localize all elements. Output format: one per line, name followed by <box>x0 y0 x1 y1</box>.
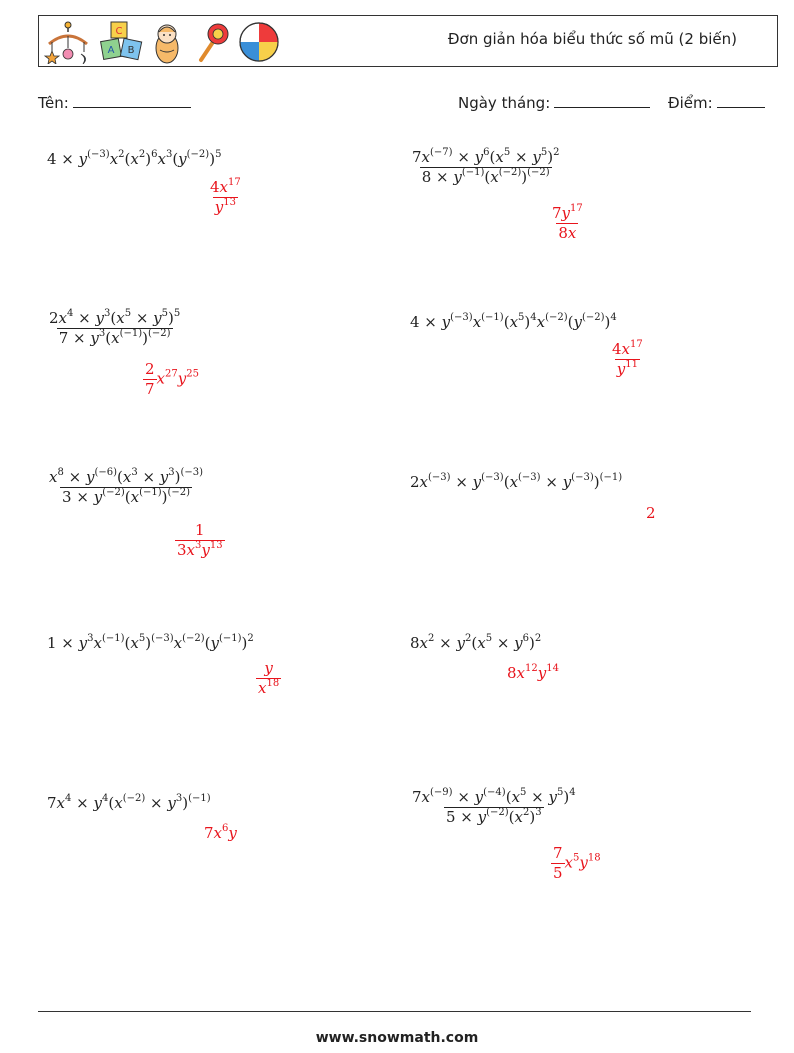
problem-9: $7x^4 \times y^4(x^{(-2)} \times y^3)^{(-1)}$ <box>47 793 211 812</box>
problem-2: $\frac{7x^{(-7)} \times y^6(x^5 \times y^5)^2}{8 \times y^{(-1)}(x^{(-2)})^{(-2)}}$ <box>412 147 560 186</box>
name-field <box>38 92 191 112</box>
problem-1: $4 \times y^{(-3)}x^2(x^2)^6x^3(y^{(-2)})^5$ <box>47 149 222 168</box>
date-field <box>458 92 650 112</box>
date-blank[interactable] <box>554 92 650 108</box>
problem-3: $\frac{2x^4 \times y^3(x^5 \times y^5)^5}{7 \times y^3(x^{(-1)})^{(-2)}}$ <box>49 308 181 347</box>
problem-10: $\frac{7x^{(-9)} \times y^{(-4)}(x^5 \times y^5)^4}{5 \times y^{(-2)}(x^2)^3}$ <box>412 787 576 826</box>
beach-ball-icon <box>237 20 281 64</box>
worksheet-header <box>38 15 778 67</box>
problem-7: $1 \times y^3x^{(-1)}(x^5)^{(-3)}x^{(-2)}(y^{(-1)})^2$ <box>47 633 254 652</box>
answer-10: $\frac{7}{5}$ $x^5y^{18}$ <box>553 844 601 882</box>
answer-9: $7x^6y$ <box>204 823 237 842</box>
score-label: Điểm: <box>668 94 713 112</box>
answer-3: $\frac{2}{7}$ $x^{27}y^{25}$ <box>145 360 199 398</box>
answer-5: $\frac{1}{3x^3y^{13}}$ <box>177 521 223 559</box>
header-icons <box>43 20 281 64</box>
problem-8: $8x^2 \times y^2(x^5 \times y^6)^2$ <box>410 633 542 652</box>
score-blank[interactable] <box>717 92 765 108</box>
answer-8: $8x^{12}y^{14}$ <box>507 663 559 682</box>
name-blank[interactable] <box>73 92 191 108</box>
answer-2: $\frac{7y^{17}}{8x}$ <box>552 203 583 242</box>
swaddled-baby-icon <box>149 20 185 64</box>
answer-6: 2 <box>646 504 656 522</box>
score-field <box>668 92 765 112</box>
svg-text:A: A <box>107 45 115 56</box>
footer-site: www.snowmath.com <box>315 1030 479 1046</box>
answer-1: $\frac{4x^{17}}{y^{13}}$ <box>210 177 241 216</box>
name-label: Tên: <box>38 94 69 112</box>
date-label: Ngày tháng: <box>458 94 551 112</box>
worksheet-title: Đơn giản hóa biểu thức số mũ (2 biến) <box>447 30 737 48</box>
answer-4: $\frac{4x^{17}}{y^{11}}$ <box>612 339 643 378</box>
svg-text:B: B <box>127 45 135 56</box>
svg-text:C: C <box>115 26 123 37</box>
alphabet-blocks-icon <box>99 20 143 64</box>
problem-4: $4 \times y^{(-3)}x^{(-1)}(x^5)^4x^{(-2)}(y^{(-2)})^4$ <box>410 312 617 331</box>
answer-7: $\frac{y}{x^{18}}$ <box>258 659 280 697</box>
problem-6: $2x^{(-3)} \times y^{(-3)}(x^{(-3)} \times y^{(-3)})^{(-1)}$ <box>410 472 623 491</box>
footer-divider <box>38 1011 751 1012</box>
rattle-icon <box>191 20 231 64</box>
problem-5: $\frac{x^8 \times y^{(-6)}(x^3 \times y^3)^{(-3)}}{3 \times y^{(-2)}(x^{(-1)})^{(-2)}}$ <box>49 467 204 506</box>
baby-mobile-icon <box>43 20 93 64</box>
